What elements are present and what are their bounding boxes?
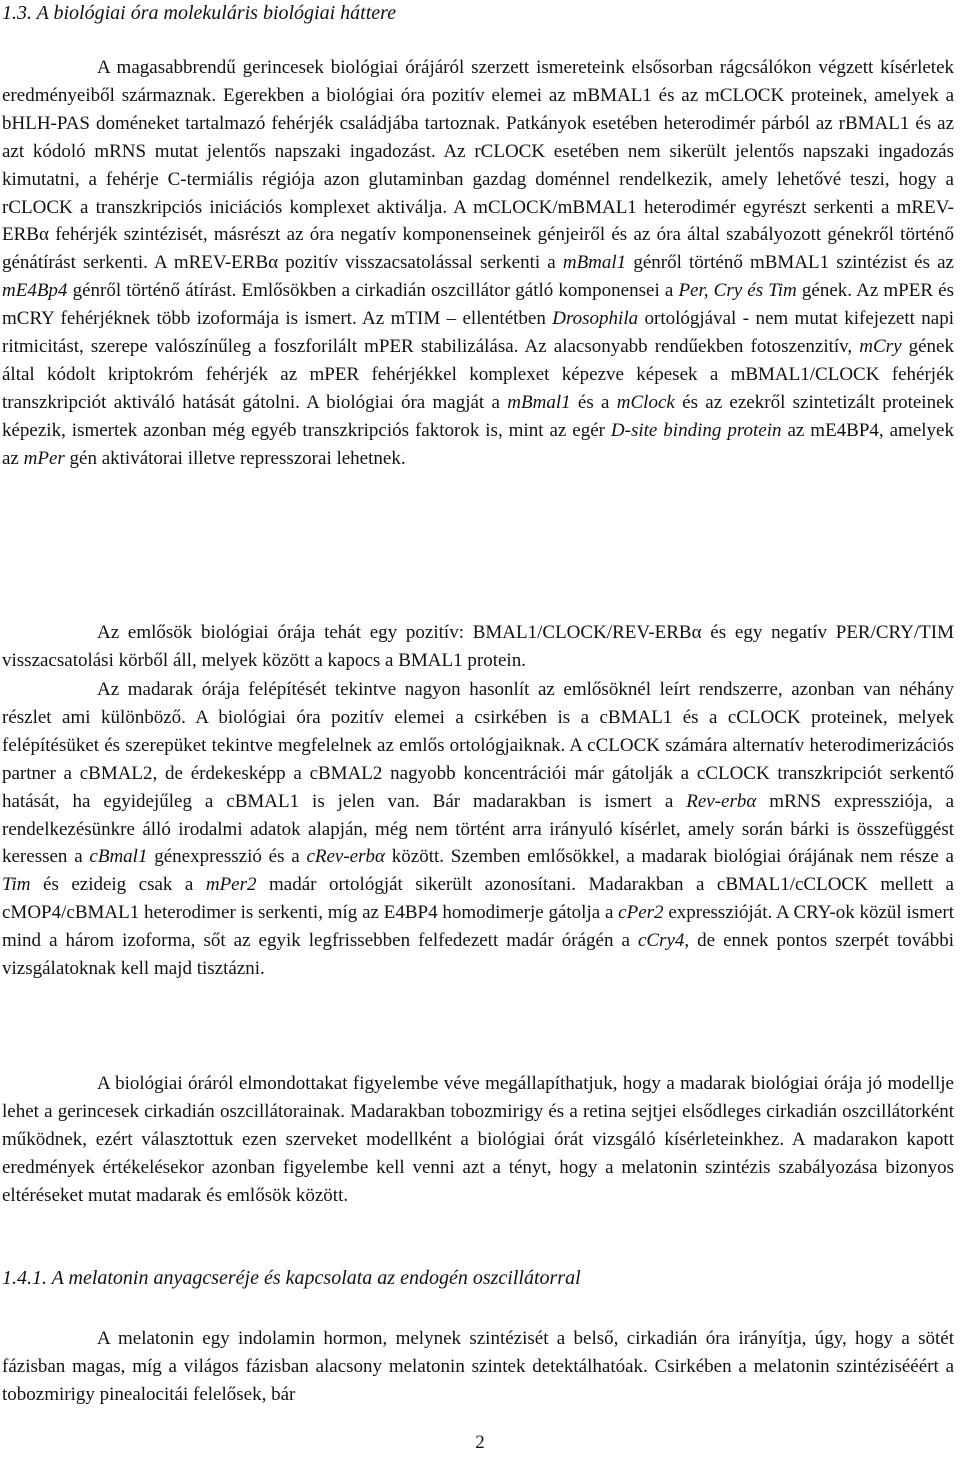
italic-term: mCry bbox=[859, 336, 902, 358]
text-run: génről történő átírást. Emlősökben a cirkadián oszcillátor gátló komponensei a bbox=[67, 280, 679, 302]
page-number: 2 bbox=[475, 1432, 485, 1453]
italic-term: cRev-erbα bbox=[306, 846, 385, 868]
text-run: génről történő mBMAL1 szintézist és az bbox=[626, 252, 954, 274]
text-run: madár ortológját sikerült azonosítani. Madarakban a cBMAL1/cCLOCK mellett a cMOP4/cBMAL1 heterodimer is serkenti, míg az E4BP4 homodimerje gátolja a bbox=[2, 874, 954, 924]
text-run: A magasabbrendű gerincesek biológiai órájáról szerzett ismereteink elsősorban rágcsálókon végzett kísérletek eredményeiből származnak. Egerekben a biológiai óra pozitív elemei az mBMAL1 és az mCLOCK proteinek, amelyek a bHLH-PAS doméneket tartalmazó fehérjék családjába tartoznak. Patkányok esetében heterodimér párból az rBMAL1 és az azt kódoló mRNS mutat jelentős napszaki ingadozást. Az rCLOCK esetében nem sikerült jelentős napszaki ingadozás kimutatni, a fehérje C-termiális régiója azon glutaminban gazdag doménnel rendelkezik, amely lehetővé teszi, hogy a rCLOCK a transzkripciós iniciációs komplexet aktiválja. A mCLOCK/mBMAL1 heterodimér egyrészt serkenti a mREV-ERBα fehérjék szintézisét, másrészt az óra negatív komponenseinek génjeiről és az óra által szabályozott génekről történő génátírást serkenti. A mREV-ERBα pozitív visszacsatolással serkenti a bbox=[2, 57, 954, 274]
italic-term: D-site binding protein bbox=[610, 419, 782, 441]
italic-term: mPer2 bbox=[205, 874, 257, 896]
text-run: és az ezekről szintetizált proteinek képezik, ismertek azonban még egyéb transzkripciós faktorok is, mint az egér bbox=[2, 391, 955, 441]
text-run: az mE4BP4, amelyek az bbox=[2, 419, 954, 469]
section-heading: 1.3. A biológiai óra molekuláris biológiai háttere bbox=[2, 2, 397, 24]
italic-term: Tim bbox=[2, 874, 31, 896]
text-run: Az madarak órája felépítését tekintve nagyon hasonlít az emlősöknél leírt rendszerre, azonban van néhány részlet ami különböző. A biológiai óra pozitív elemei a csirkében is a cBMAL1 és a cCLOCK proteinek, melyek felépítésüket és szerepüket tekintve megfelelnek az emlős ortológjaiknak. A cCLOCK számára alternatív heterodimerizációs partner a cBMAL2, de érdekesképp a cBMAL2 nagyobb koncentrációi már gátolják a cCLOCK transzkripciót serkentő hatását, ha egyidejűleg a cBMAL1 is jelen van. Bár madarakban is ismert a bbox=[2, 679, 954, 812]
text-run: , de ennek pontos szerpét további vizsgálatoknak kell majd tisztázni. bbox=[2, 930, 954, 980]
paragraph-model-choice bbox=[2, 1070, 954, 1210]
italic-term: mBmal1 bbox=[562, 252, 627, 274]
text-run: gének. Az mPER és mCRY fehérjéknek több izoformája is ismert. Az mTIM – ellentétben bbox=[2, 280, 954, 330]
text-run: A melatonin egy indolamin hormon, melynek szintézisét a belső, cirkadián óra irányítja, úgy, hogy a sötét fázisban magas, míg a világos fázisban alacsony melatonin szintek detektálhatóak. Csirkében a melatonin szintézisééért a tobozmirigy pinealocitái felelősek, bár bbox=[2, 1328, 954, 1405]
paragraph-melatonin bbox=[2, 1325, 954, 1409]
italic-term: mPer bbox=[23, 447, 65, 469]
italic-term: cBmal1 bbox=[89, 846, 148, 868]
paragraph-summary bbox=[2, 619, 954, 675]
text-run: gén aktivátorai illetve represszorai lehetnek. bbox=[64, 447, 406, 469]
italic-term: mBmal1 bbox=[507, 391, 571, 413]
text-run: génexpresszió és a bbox=[147, 846, 307, 868]
text-run: Az emlősök biológiai órája tehát egy pozitív: BMAL1/CLOCK/REV-ERBα és egy negatív PER/CRY/TIM visszacsatolási körből áll, melyek között a kapocs a BMAL1 protein. bbox=[2, 622, 954, 671]
paragraph-avian-clock bbox=[2, 676, 954, 983]
italic-term: Drosophila bbox=[552, 308, 639, 330]
italic-term: Rev-erbα bbox=[686, 790, 757, 812]
italic-term: Per, Cry és Tim bbox=[678, 280, 797, 302]
text-run: és ezideig csak a bbox=[30, 874, 206, 896]
italic-term: cCry4 bbox=[637, 930, 685, 952]
text-run: A biológiai óráról elmondottakat figyelembe véve megállapíthatjuk, hogy a madarak biológiai órája jó modellje lehet a gerincesek cirkadián oszcillátorainak. Madarakban tobozmirigy és a retina sejtjei elsődleges cirkadián oszcillátorként működnek, ezért választottuk ezen szerveket modellként a biológiai órát vizsgáló kísérleteinkhez. A madarakon kapott eredmények értékelésekor azonban figyelembe kell venni azt a tényt, hogy a melatonin szintézis szabályozása bizonyos eltéréseket mutat madarak és emlősök között. bbox=[2, 1073, 954, 1206]
text-run: ortológjával - nem mutat kifejezett napi ritmicitást, szerepe valószínűleg a foszforilált mPER stabilizálása. Az alacsonyabb rendűekben fotoszenzitív, bbox=[2, 308, 954, 358]
italic-term: mClock bbox=[616, 391, 675, 413]
italic-term: cPer2 bbox=[618, 902, 664, 924]
text-run: mRNS expressziója, a rendelkezésünkre álló irodalmi adatok alapján, még nem történt arra irányuló kísérlet, amely során bárki is összefüggést keressen a bbox=[2, 790, 954, 868]
text-run: expresszióját. A CRY-ok közül ismert mind a három izoforma, sőt az egyik legfrissebben felfedezett madár órágén a bbox=[2, 902, 954, 952]
subsection-heading: 1.4.1. A melatonin anyagcseréje és kapcsolata az endogén oszcillátorral bbox=[2, 1267, 581, 1289]
text-run: között. Szemben emlősökkel, a madarak biológiai órájának nem része a bbox=[385, 846, 954, 868]
text-run: és a bbox=[570, 391, 617, 413]
text-run: gének által kódolt kriptokróm fehérjék az mPER fehérjékkel komplexet képezve képesek a mBMAL1/CLOCK fehérjék transzkripciót aktiváló hatását gátolni. A biológiai óra magját a bbox=[2, 336, 954, 413]
italic-term: mE4Bp4 bbox=[2, 280, 68, 302]
paragraph-mammalian-clock bbox=[2, 54, 954, 473]
